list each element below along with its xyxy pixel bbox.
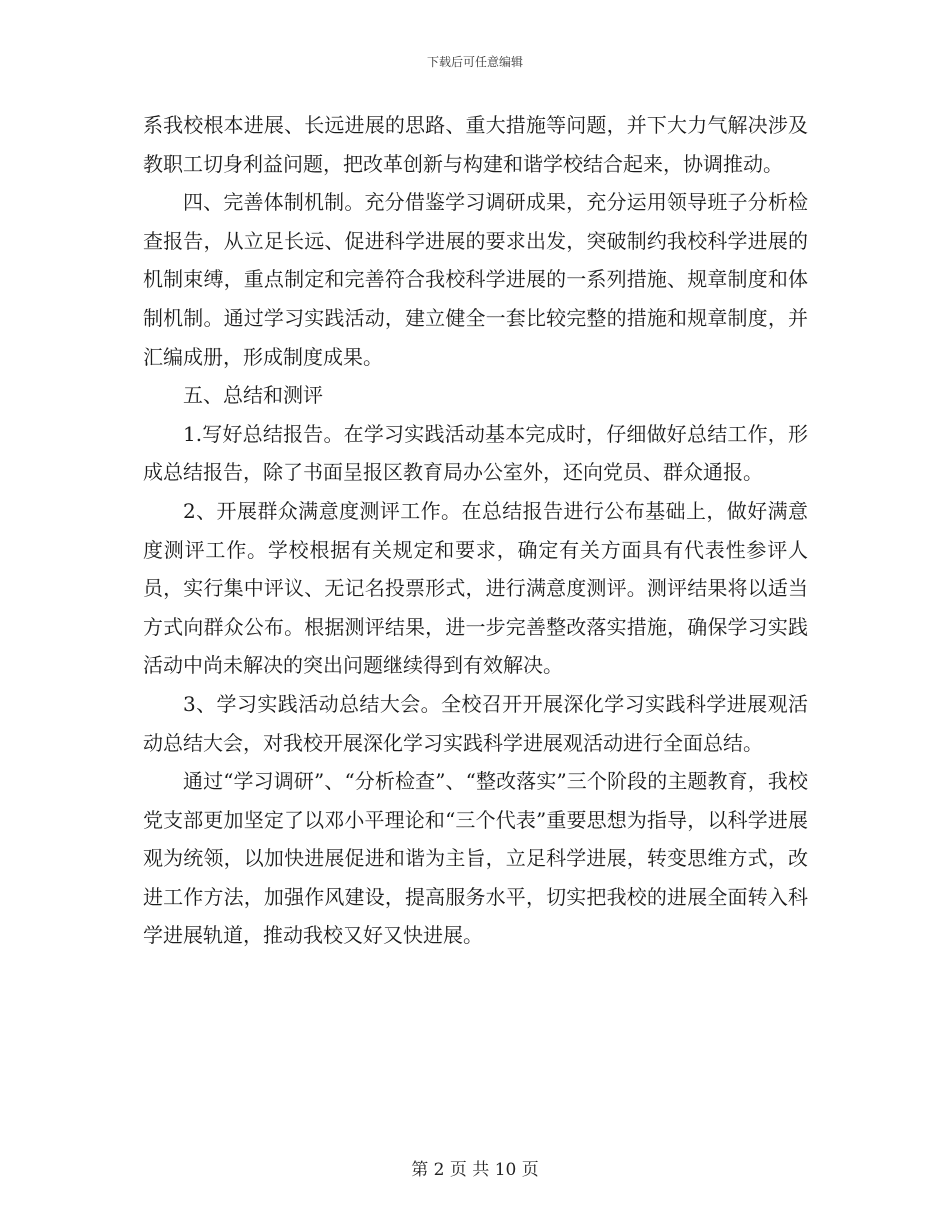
- section-heading: 五、总结和测评: [183, 383, 323, 408]
- paragraph-1: 系我校根本进展、长远进展的思路、重大措施等问题，并下大力气解决涉及教职工切身利益问题，把改革创新与构建和谐学校结合起来，协调推动。: [143, 113, 808, 176]
- paragraph-5: 3、学习实践活动总结大会。全校召开开展深化学习实践科学进展观活动总结大会，对我校开展深化学习实践科学进展观活动进行全面总结。: [143, 691, 808, 755]
- page-header: 下载后可任意编辑: [426, 55, 523, 69]
- paragraph-2: 四、完善体制机制。充分借鉴学习调研成果，充分运用领导班子分析检查报告，从立足长远、促进科学进展的要求出发，突破制约我校科学进展的机制束缚，重点制定和完善符合我校科学进展的一系列措施、规章制度和体制机制。通过学习实践活动，建立健全一套比较完整的措施和规章制度，并汇编成册，形成制度成果。: [143, 190, 808, 369]
- paragraph-3: 1.写好总结报告。在学习实践活动基本完成时，仔细做好总结工作，形成总结报告，除了书面呈报区教育局办公室外，还向党员、群众通报。: [143, 421, 808, 485]
- document-body: [143, 106, 808, 955]
- page-footer: 第 2 页 共 10 页: [411, 1160, 539, 1180]
- paragraph-4: 2、开展群众满意度测评工作。在总结报告进行公布基础上，做好满意度测评工作。学校根据有关规定和要求，确定有关方面具有代表性参评人员，实行集中评议、无记名投票形式，进行满意度测评。测评结果将以适当方式向群众公布。根据测评结果，进一步完善整改落实措施，确保学习实践活动中尚未解决的突出问题继续得到有效解决。: [143, 498, 808, 678]
- paragraph-6: 通过“学习调研”、“分析检查”、“整改落实”三个阶段的主题教育，我校党支部更加坚定了以邓小平理论和“三个代表”重要思想为指导，以科学进展观为统领，以加快进展促进和谐为主旨，立足科学进展，转变思维方式，改进工作方法，加强作风建设，提高服务水平，切实把我校的进展全面转入科学进展轨道，推动我校又好又快进展。: [143, 769, 808, 948]
